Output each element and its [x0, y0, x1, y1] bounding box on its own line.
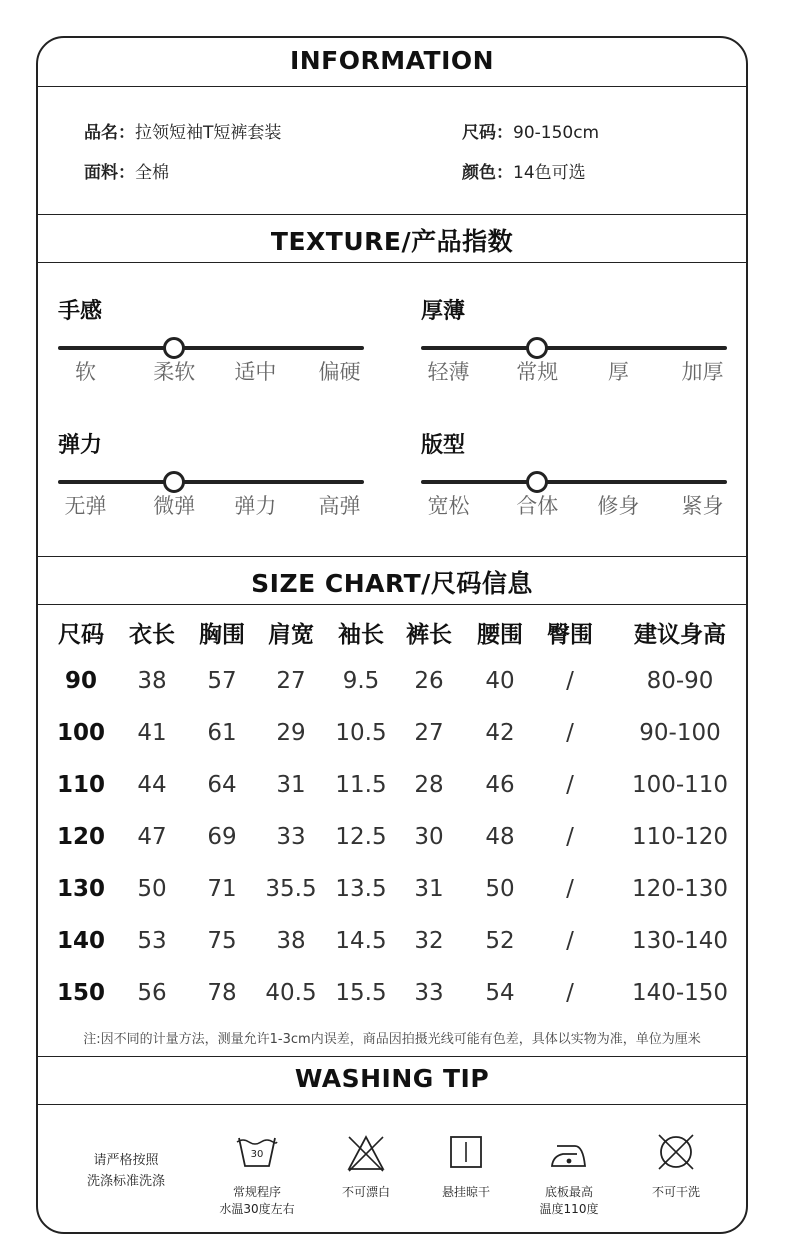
divider	[38, 86, 746, 87]
table-cell: 15.5	[335, 980, 387, 1006]
table-cell: 28	[414, 772, 444, 798]
table-cell: 9.5	[342, 668, 380, 694]
texture-label: 适中	[234, 360, 277, 384]
wash-instruction-line2: 温度110度	[539, 1202, 599, 1216]
table-cell: 47	[137, 824, 167, 850]
table-cell: 13.5	[335, 876, 387, 902]
texture-label: 微弹	[153, 494, 196, 518]
table-cell: 29	[276, 720, 306, 746]
wash-temp: 30	[250, 1149, 264, 1160]
texture-group	[421, 294, 727, 404]
texture-track	[58, 480, 364, 484]
table-header: 腰围	[477, 622, 523, 648]
table-cell: /	[566, 720, 574, 746]
table-cell: 54	[485, 980, 515, 1006]
divider	[38, 1104, 746, 1105]
table-cell: 14.5	[335, 928, 387, 954]
table-cell: 31	[276, 772, 306, 798]
table-cell: 71	[207, 876, 237, 902]
table-cell: 33	[276, 824, 306, 850]
table-cell: 110	[56, 772, 106, 798]
table-header: 胸围	[199, 622, 245, 648]
table-cell: 31	[414, 876, 444, 902]
iron-icon	[549, 1138, 589, 1170]
table-cell: 12.5	[335, 824, 387, 850]
washing-title: WASHING TIP	[294, 1064, 490, 1093]
product-name-value: 拉领短袖T短裤套装	[135, 123, 282, 143]
table-cell: 150	[56, 980, 106, 1006]
table-cell: 130-140	[631, 928, 729, 954]
texture-label: 修身	[597, 494, 640, 518]
color-value: 14色可选	[513, 163, 586, 183]
washing-intro-line2: 洗涤标准洗涤	[86, 1174, 166, 1189]
table-cell: 56	[137, 980, 167, 1006]
wash-instruction	[442, 1184, 490, 1201]
wash-instruction	[652, 1184, 700, 1201]
table-header: 衣长	[129, 622, 175, 648]
table-cell: /	[566, 876, 574, 902]
size-chart-title: SIZE CHART/尺码信息	[251, 569, 533, 598]
wash-instruction-line1: 常规程序	[232, 1185, 281, 1199]
color-row	[462, 158, 586, 183]
texture-label: 软	[75, 360, 97, 384]
table-cell: 40	[485, 668, 515, 694]
texture-label: 宽松	[427, 494, 470, 518]
texture-label: 紧身	[681, 494, 724, 518]
divider	[38, 604, 746, 605]
texture-track	[58, 346, 364, 350]
fabric-value: 全棉	[135, 163, 169, 183]
divider	[38, 262, 746, 263]
information-title: INFORMATION	[289, 46, 495, 75]
table-cell: 53	[137, 928, 167, 954]
texture-label: 厚	[607, 360, 629, 384]
texture-group	[58, 294, 364, 404]
divider	[38, 1056, 746, 1057]
texture-group	[421, 428, 727, 538]
table-cell: 80-90	[646, 668, 714, 694]
wash-instruction	[540, 1184, 599, 1218]
table-cell: 100	[56, 720, 106, 746]
texture-track	[421, 346, 727, 350]
table-cell: 120-130	[631, 876, 729, 902]
table-cell: 44	[137, 772, 167, 798]
product-name-label: 品名：	[84, 123, 135, 143]
table-cell: 41	[137, 720, 167, 746]
texture-label: 高弹	[318, 494, 361, 518]
table-cell: 35.5	[265, 876, 317, 902]
table-cell: 130	[56, 876, 106, 902]
texture-label: 柔软	[153, 360, 196, 384]
table-cell: 75	[207, 928, 237, 954]
table-cell: 30	[414, 824, 444, 850]
table-cell: /	[566, 824, 574, 850]
wash-instruction-line1: 不可漂白	[341, 1185, 391, 1199]
table-cell: 27	[276, 668, 306, 694]
table-cell: 120	[56, 824, 106, 850]
info-card	[36, 36, 748, 1234]
washing-intro-line1: 请严格按照	[93, 1153, 159, 1168]
table-cell: 50	[485, 876, 515, 902]
texture-track	[421, 480, 727, 484]
wash-instruction-line2: 水温30度左右	[219, 1202, 295, 1216]
table-cell: 140	[56, 928, 106, 954]
size-value: 90-150cm	[513, 123, 600, 143]
table-cell: 48	[485, 824, 515, 850]
texture-label: 合体	[516, 494, 559, 518]
size-note: 注:因不同的计量方法，测量允许1-3cm内误差，商品因拍摄光线可能有色差，具体以实物为准，单位为厘米	[83, 1032, 701, 1047]
size-label: 尺码：	[462, 123, 513, 143]
table-cell: 33	[414, 980, 444, 1006]
table-header: 建议身高	[634, 622, 726, 648]
table-header: 袖长	[338, 622, 384, 648]
wash-instruction	[219, 1184, 294, 1218]
wash-instruction-line1: 底板最高	[544, 1185, 593, 1199]
texture-group-title: 手感	[58, 299, 103, 324]
table-cell: 110-120	[631, 824, 729, 850]
table-cell: /	[566, 772, 574, 798]
texture-title: TEXTURE/产品指数	[270, 227, 514, 256]
texture-group	[58, 428, 364, 538]
texture-group-title: 弹力	[58, 433, 103, 458]
no-bleach-icon	[346, 1134, 386, 1174]
hang-dry-icon	[448, 1134, 484, 1170]
table-cell: 38	[137, 668, 167, 694]
divider	[38, 214, 746, 215]
table-cell: 90-100	[639, 720, 721, 746]
table-header: 尺码	[58, 622, 104, 648]
table-cell: 32	[414, 928, 444, 954]
wash-instruction-line1: 悬挂晾干	[441, 1185, 491, 1199]
fabric-label: 面料：	[84, 163, 135, 183]
table-cell: /	[566, 980, 574, 1006]
table-cell: 100-110	[631, 772, 729, 798]
color-label: 颜色：	[462, 163, 513, 183]
product-name-row	[84, 118, 281, 143]
wash-30-icon	[235, 1134, 279, 1170]
table-cell: 38	[276, 928, 306, 954]
table-cell: 90	[64, 668, 98, 694]
table-cell: 10.5	[335, 720, 387, 746]
wash-instruction	[342, 1184, 390, 1201]
texture-label: 无弹	[64, 494, 107, 518]
table-header: 臀围	[547, 622, 593, 648]
texture-label: 轻薄	[427, 360, 470, 384]
table-cell: 40.5	[265, 980, 317, 1006]
table-cell: 69	[207, 824, 237, 850]
table-cell: 50	[137, 876, 167, 902]
texture-label: 加厚	[681, 360, 724, 384]
table-cell: 42	[485, 720, 515, 746]
table-cell: 140-150	[631, 980, 729, 1006]
table-header: 肩宽	[268, 622, 314, 648]
table-cell: /	[566, 928, 574, 954]
size-row	[462, 118, 599, 143]
texture-group-title: 厚薄	[421, 299, 466, 324]
table-cell: /	[566, 668, 574, 694]
table-header: 裤长	[406, 622, 452, 648]
no-dry-clean-icon	[656, 1132, 696, 1172]
table-cell: 46	[485, 772, 515, 798]
table-cell: 78	[207, 980, 237, 1006]
washing-intro	[87, 1150, 165, 1192]
table-cell: 61	[207, 720, 237, 746]
table-cell: 27	[414, 720, 444, 746]
fabric-row	[84, 158, 169, 183]
table-cell: 26	[414, 668, 444, 694]
texture-label: 弹力	[234, 494, 277, 518]
table-cell: 11.5	[335, 772, 387, 798]
texture-label: 偏硬	[318, 360, 361, 384]
wash-instruction-line1: 不可干洗	[651, 1185, 701, 1199]
texture-group-title: 版型	[421, 433, 466, 458]
divider	[38, 556, 746, 557]
texture-label: 常规	[516, 360, 559, 384]
table-cell: 64	[207, 772, 237, 798]
table-cell: 57	[207, 668, 237, 694]
table-cell: 52	[485, 928, 515, 954]
